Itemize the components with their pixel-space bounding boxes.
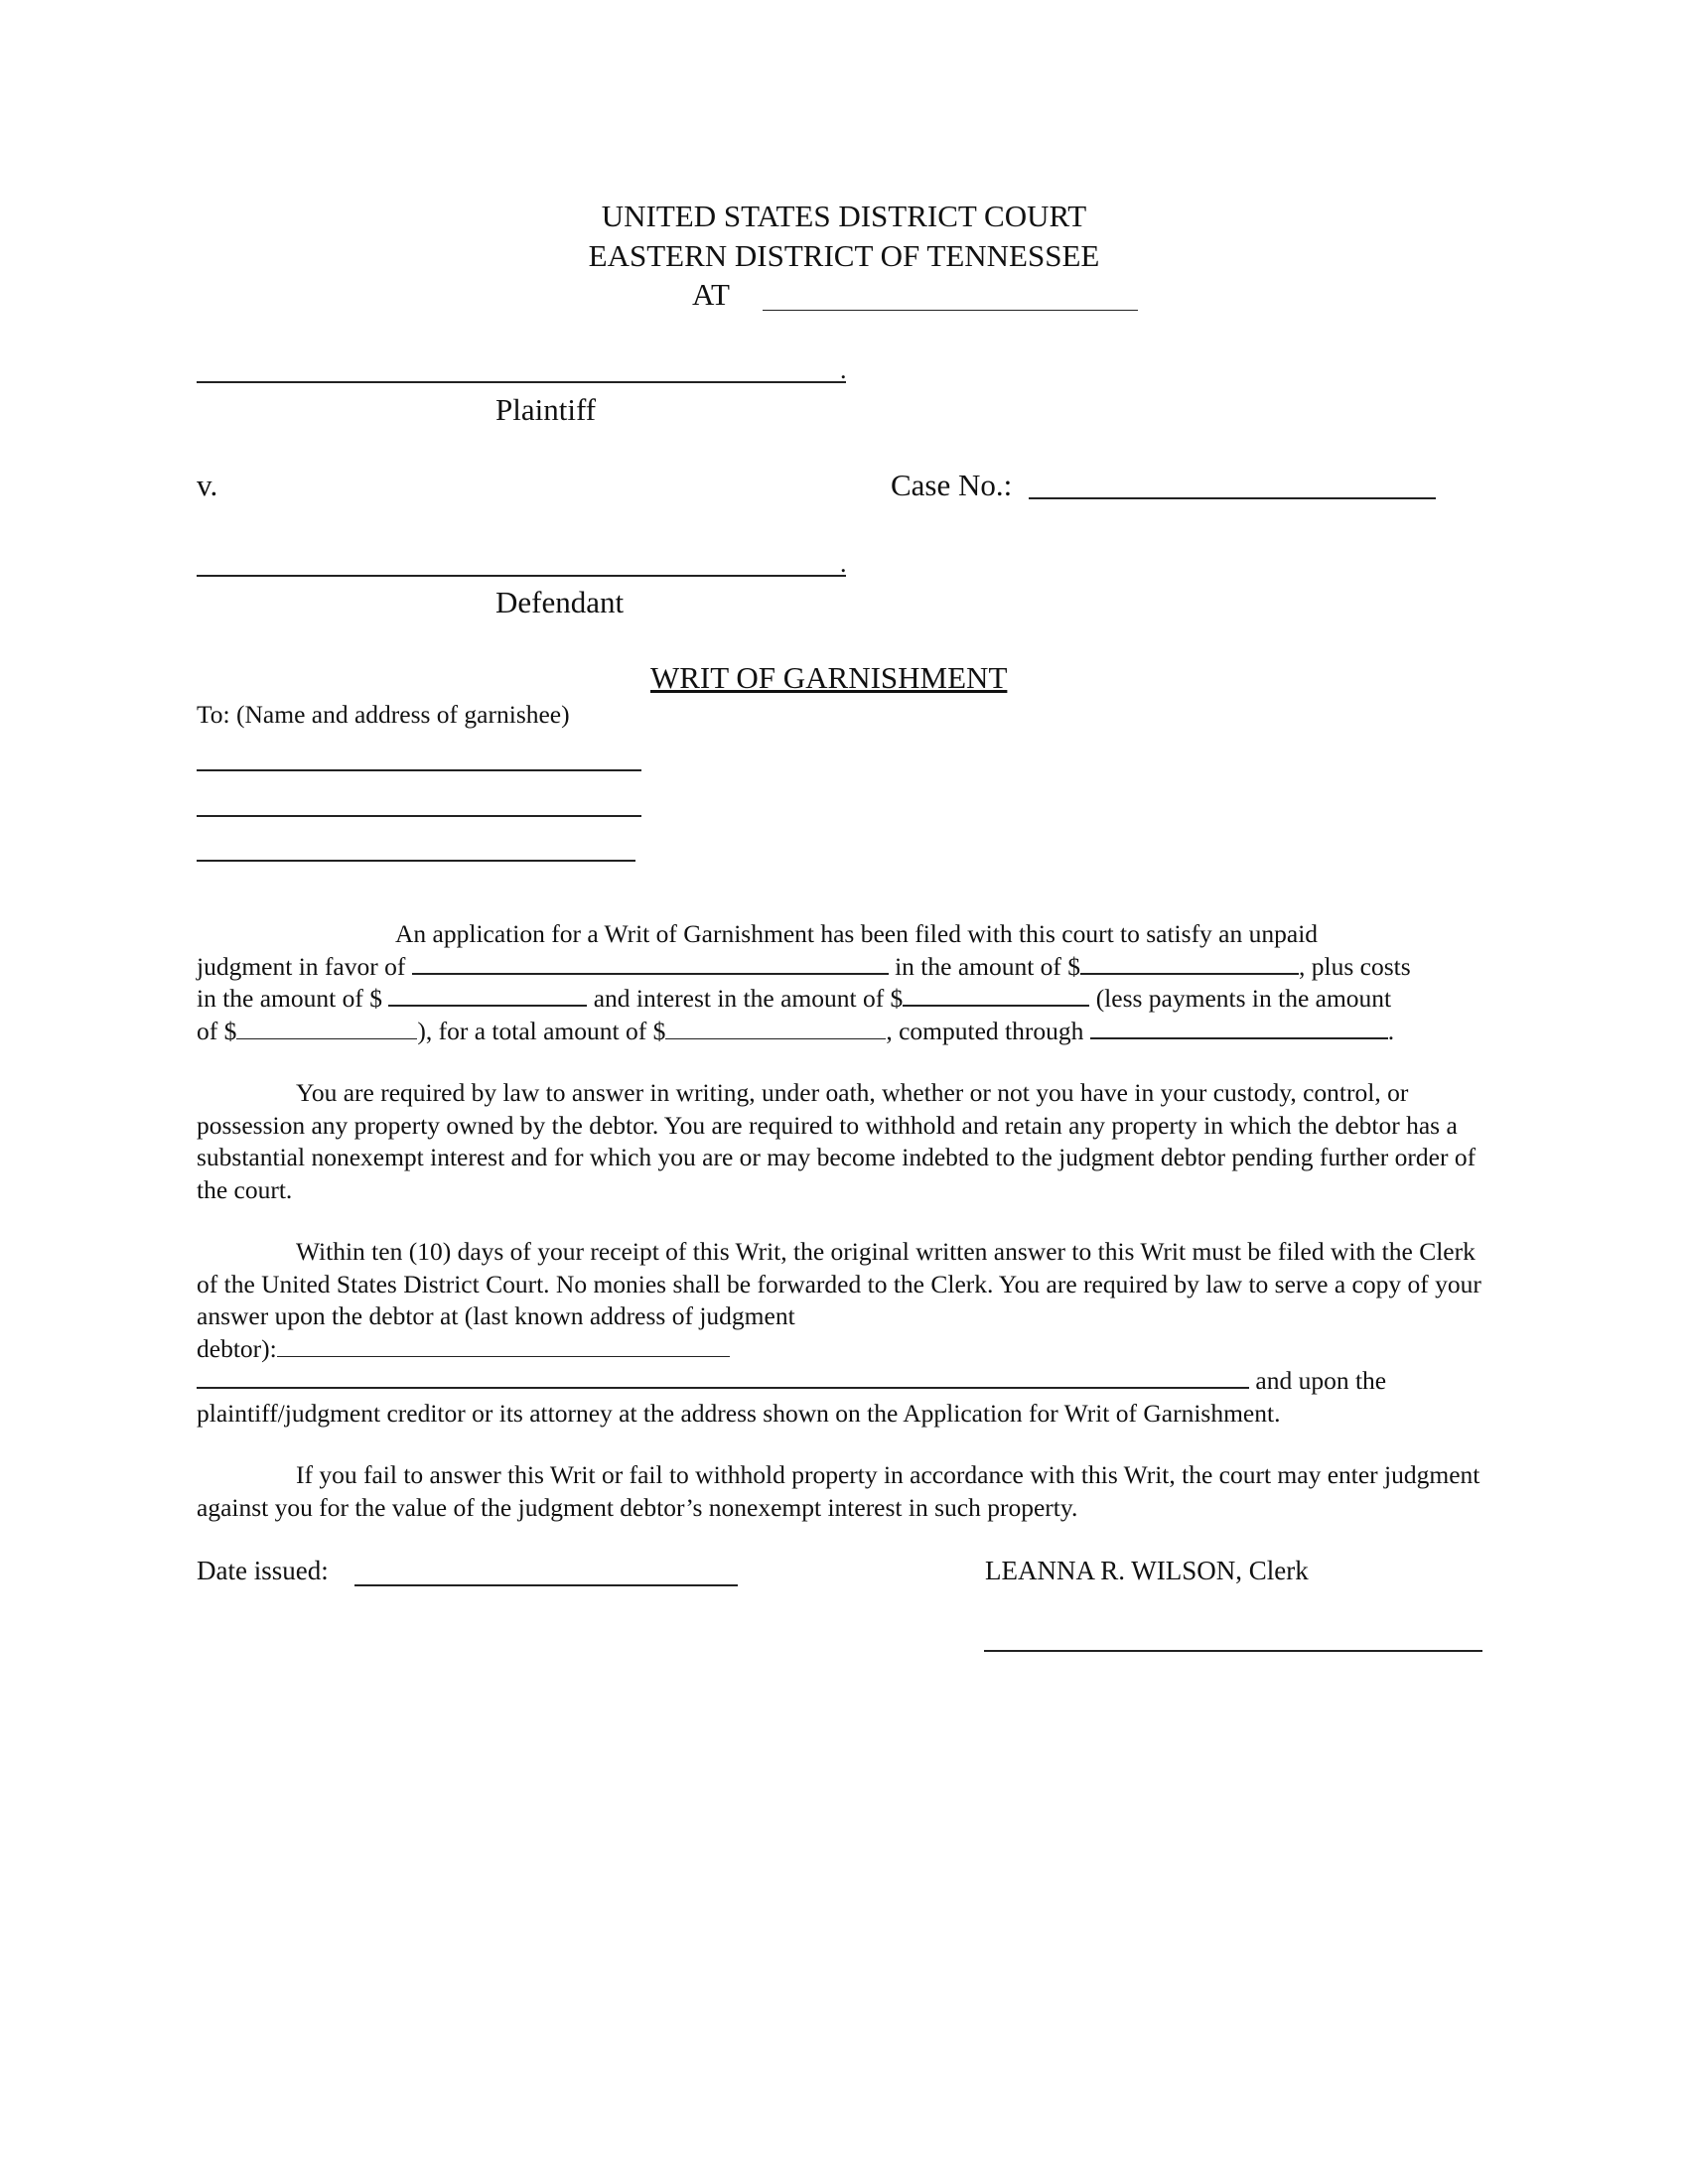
clerk-signature-field[interactable] — [984, 1650, 1482, 1652]
debtor-address-field-1[interactable] — [277, 1336, 730, 1357]
judgment-in-favor-label: judgment in favor of — [197, 951, 406, 981]
plaintiff-field[interactable] — [197, 381, 846, 383]
answer-requirement-paragraph — [197, 1077, 1487, 1206]
court-name-line2: EASTERN DISTRICT OF TENNESSEE — [588, 238, 1100, 273]
filing-paragraph — [197, 1236, 1487, 1430]
plus-costs-label: , plus costs — [1299, 951, 1411, 981]
paragraph1-end: . — [1387, 1016, 1395, 1045]
at-label: AT — [692, 277, 730, 312]
debtor-address-field-2[interactable] — [197, 1367, 1249, 1389]
date-issued-field[interactable] — [354, 1584, 738, 1586]
failure-paragraph — [197, 1459, 1487, 1524]
failure-text: If you fail to answer this Writ or fail to withhold property in accordance with this Writ, the court may enter judgment against you for the value of the judgment debtor’s nonexempt interest in such property. — [197, 1460, 1480, 1522]
filing-text: Within ten (10) days of your receipt of this Writ, the original written answer to this Writ must be filed with the Clerk of the United States District Court. No monies shall be forwarded to the Clerk. You are required by law to serve a copy of your answer upon the debtor at (last known address of judgment — [197, 1237, 1481, 1330]
and-upon-label: and upon the — [1255, 1366, 1387, 1395]
plaintiff-period: . — [840, 355, 847, 384]
defendant-label: Defendant — [495, 585, 625, 619]
in-amount-label: in the amount of $ — [895, 951, 1081, 981]
computed-through-label: , computed through — [886, 1016, 1084, 1045]
less-payments-label: (less payments in the amount — [1095, 984, 1392, 1013]
judgment-creditor-field[interactable] — [412, 953, 889, 975]
garnishee-label: To: (Name and address of garnishee) — [197, 700, 570, 729]
defendant-field[interactable] — [197, 575, 846, 577]
total-amount-label: ), for a total amount of $ — [417, 1016, 666, 1045]
creditor-service-text: plaintiff/judgment creditor or its attorney at the address shown on the Application for Writ of Garnishment. — [197, 1398, 1281, 1428]
application-line1: An application for a Writ of Garnishment has been filed with this court to satisfy an unpaid — [395, 919, 1319, 948]
document-title: WRIT OF GARNISHMENT — [650, 660, 1008, 695]
application-paragraph — [197, 918, 1487, 1047]
costs-amount-label: in the amount of $ — [197, 984, 382, 1013]
court-name-line1: UNITED STATES DISTRICT COURT — [601, 199, 1087, 233]
payments-amount-field[interactable] — [236, 1019, 417, 1039]
defendant-period: . — [840, 549, 847, 578]
garnishee-address-field-1[interactable] — [197, 815, 641, 817]
interest-label: and interest in the amount of $ — [593, 984, 904, 1013]
interest-amount-field[interactable] — [903, 985, 1089, 1007]
case-no-label: Case No.: — [891, 468, 1013, 502]
clerk-label: LEANNA R. WILSON, Clerk — [985, 1556, 1309, 1585]
costs-amount-field[interactable] — [388, 985, 587, 1007]
debtor-label: debtor): — [197, 1333, 277, 1363]
garnishee-address-field-2[interactable] — [197, 860, 635, 862]
case-no-field[interactable] — [1029, 497, 1436, 499]
date-issued-label: Date issued: — [197, 1556, 329, 1585]
garnishee-name-field[interactable] — [197, 769, 641, 771]
payments-of-label: of $ — [197, 1016, 237, 1045]
computed-through-field[interactable] — [1090, 1018, 1388, 1039]
answer-requirement-text: You are required by law to answer in writing, under oath, whether or not you have in your custody, control, or possession any property owned by the debtor. You are required to withhold and retain any property in which the debtor has a substantial nonexempt interest and for which you are or may become indebted to the judgment debtor pending further order of the court. — [197, 1078, 1477, 1204]
versus-label: v. — [197, 468, 218, 502]
judgment-amount-field[interactable] — [1080, 953, 1299, 975]
location-field[interactable] — [763, 310, 1138, 311]
plaintiff-label: Plaintiff — [495, 392, 597, 427]
total-amount-field[interactable] — [665, 1019, 886, 1039]
